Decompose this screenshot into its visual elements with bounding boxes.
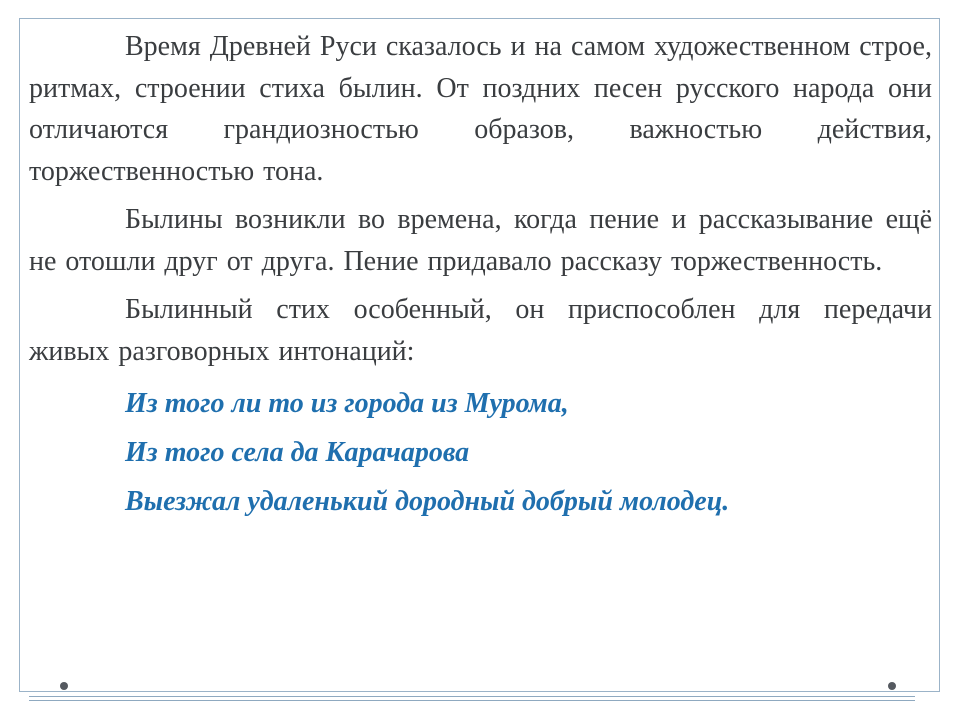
decorative-dot-right [888, 682, 896, 690]
paragraph-3: Былинный стих особенный, он приспособлен для передачи живых разговорных интонаций: [29, 294, 932, 367]
bottom-rule-lower [29, 700, 915, 701]
verse-line-2: Из того села да Карачарова [125, 437, 470, 468]
verse-line-3: Выезжал удаленький дородный добрый молодец. [125, 486, 730, 517]
text-body [29, 26, 932, 526]
paragraph-2: Былины возникли во времена, когда пение и рассказывание ещё не отошли друг от друга. Пение придавало рассказу торжественность. [29, 204, 932, 277]
decorative-dot-left [60, 682, 68, 690]
paragraph-1: Время Древней Руси сказалось и на самом художественном строе, ритмах, строении стиха былин. От поздних песен русского народа они отличаются грандиозностью образов, важностью действия, торжественностью тона. [29, 31, 932, 187]
bottom-rule-upper [29, 696, 915, 697]
verse-line-1: Из того ли то из города из Мурома, [125, 388, 569, 419]
